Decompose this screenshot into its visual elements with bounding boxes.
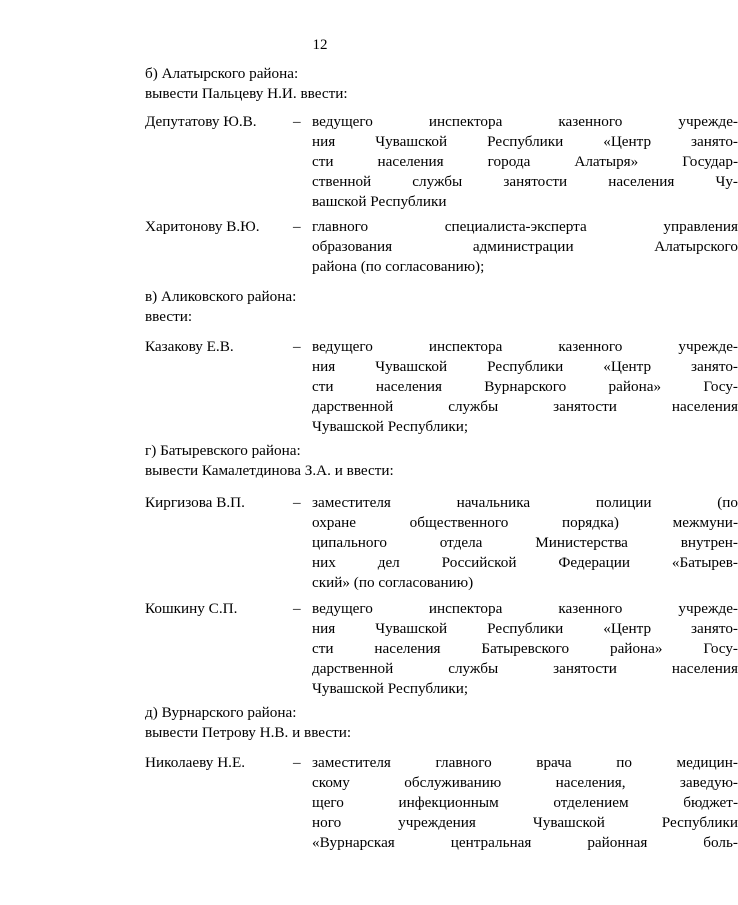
member-position [312,599,738,699]
position-line: ведущего инспектора казенного учрежде- [312,113,738,130]
member-name: Харитонову В.Ю. [145,218,260,235]
position-line: ственной службы занятости населения Чу- [312,173,738,190]
position-line: Чувашской Республики; [312,418,469,435]
position-line: района (по согласованию); [312,258,485,275]
position-line: ния Чувашской Республики «Центр занято- [312,133,738,150]
dash-separator: – [293,338,301,355]
position-line: сти населения Батыревского района» Госу- [312,640,738,657]
position-line: главного специалиста-эксперта управления [312,218,738,235]
position-line: вашской Республики [312,193,447,210]
position-line: ципального отдела Министерства внутрен- [312,534,738,551]
position-line: ведущего инспектора казенного учрежде- [312,338,738,355]
position-line: ния Чувашской Республики «Центр занято- [312,358,738,375]
section-title: б) Алатырского района: [145,65,299,82]
position-line: дарственной службы занятости населения [312,660,738,677]
section-title: г) Батыревского района: [145,442,301,459]
member-position [312,337,738,437]
dash-separator: – [293,754,301,771]
position-line: ного учреждения Чувашской Республики [312,814,738,831]
section-heading-alikovo [145,287,605,327]
member-position [312,493,738,593]
position-line: охране общественного порядка) межмуни- [312,514,738,531]
position-line: «Вурнарская центральная районная боль- [312,834,738,851]
position-line: Чувашской Республики; [312,680,469,697]
dash-separator: – [293,113,301,130]
page-number: 12 [312,37,328,53]
section-title: в) Аликовского района: [145,288,297,305]
member-position [312,217,738,277]
section-instruction: вывести Петрову Н.В. и ввести: [145,724,352,741]
member-name: Николаеву Н.Е. [145,754,246,771]
position-line: заместителя начальника полиции (по [312,494,738,511]
section-heading-vurnary [145,703,605,743]
member-name: Киргизова В.П. [145,494,245,511]
section-title: д) Вурнарского района: [145,704,297,721]
position-line: них дел Российской Федерации «Батырев- [312,554,738,571]
position-line: щего инфекционным отделением бюджет- [312,794,738,811]
section-instruction: вывести Пальцеву Н.И. ввести: [145,85,348,102]
member-name: Кошкину С.П. [145,600,238,617]
section-heading-batyrevo [145,441,605,481]
position-line: дарственной службы занятости населения [312,398,738,415]
position-line: заместителя главного врача по медицин- [312,754,738,771]
position-line: ский» (по согласованию) [312,574,474,591]
member-name: Депутатову Ю.В. [145,113,257,130]
position-line: образования администрации Алатырского [312,238,738,255]
section-instruction: ввести: [145,308,193,325]
position-line: ния Чувашской Республики «Центр занято- [312,620,738,637]
dash-separator: – [293,600,301,617]
section-heading-alatyr [145,64,605,104]
member-position [312,753,738,853]
dash-separator: – [293,494,301,511]
position-line: ведущего инспектора казенного учрежде- [312,600,738,617]
position-line: сти населения Вурнарского района» Госу- [312,378,738,395]
dash-separator: – [293,218,301,235]
member-name: Казакову Е.В. [145,338,234,355]
member-position [312,112,738,212]
position-line: сти населения города Алатыря» Государ- [312,153,738,170]
position-line: скому обслуживанию населения, заведую- [312,774,738,791]
section-instruction: вывести Камалетдинова З.А. и ввести: [145,462,394,479]
